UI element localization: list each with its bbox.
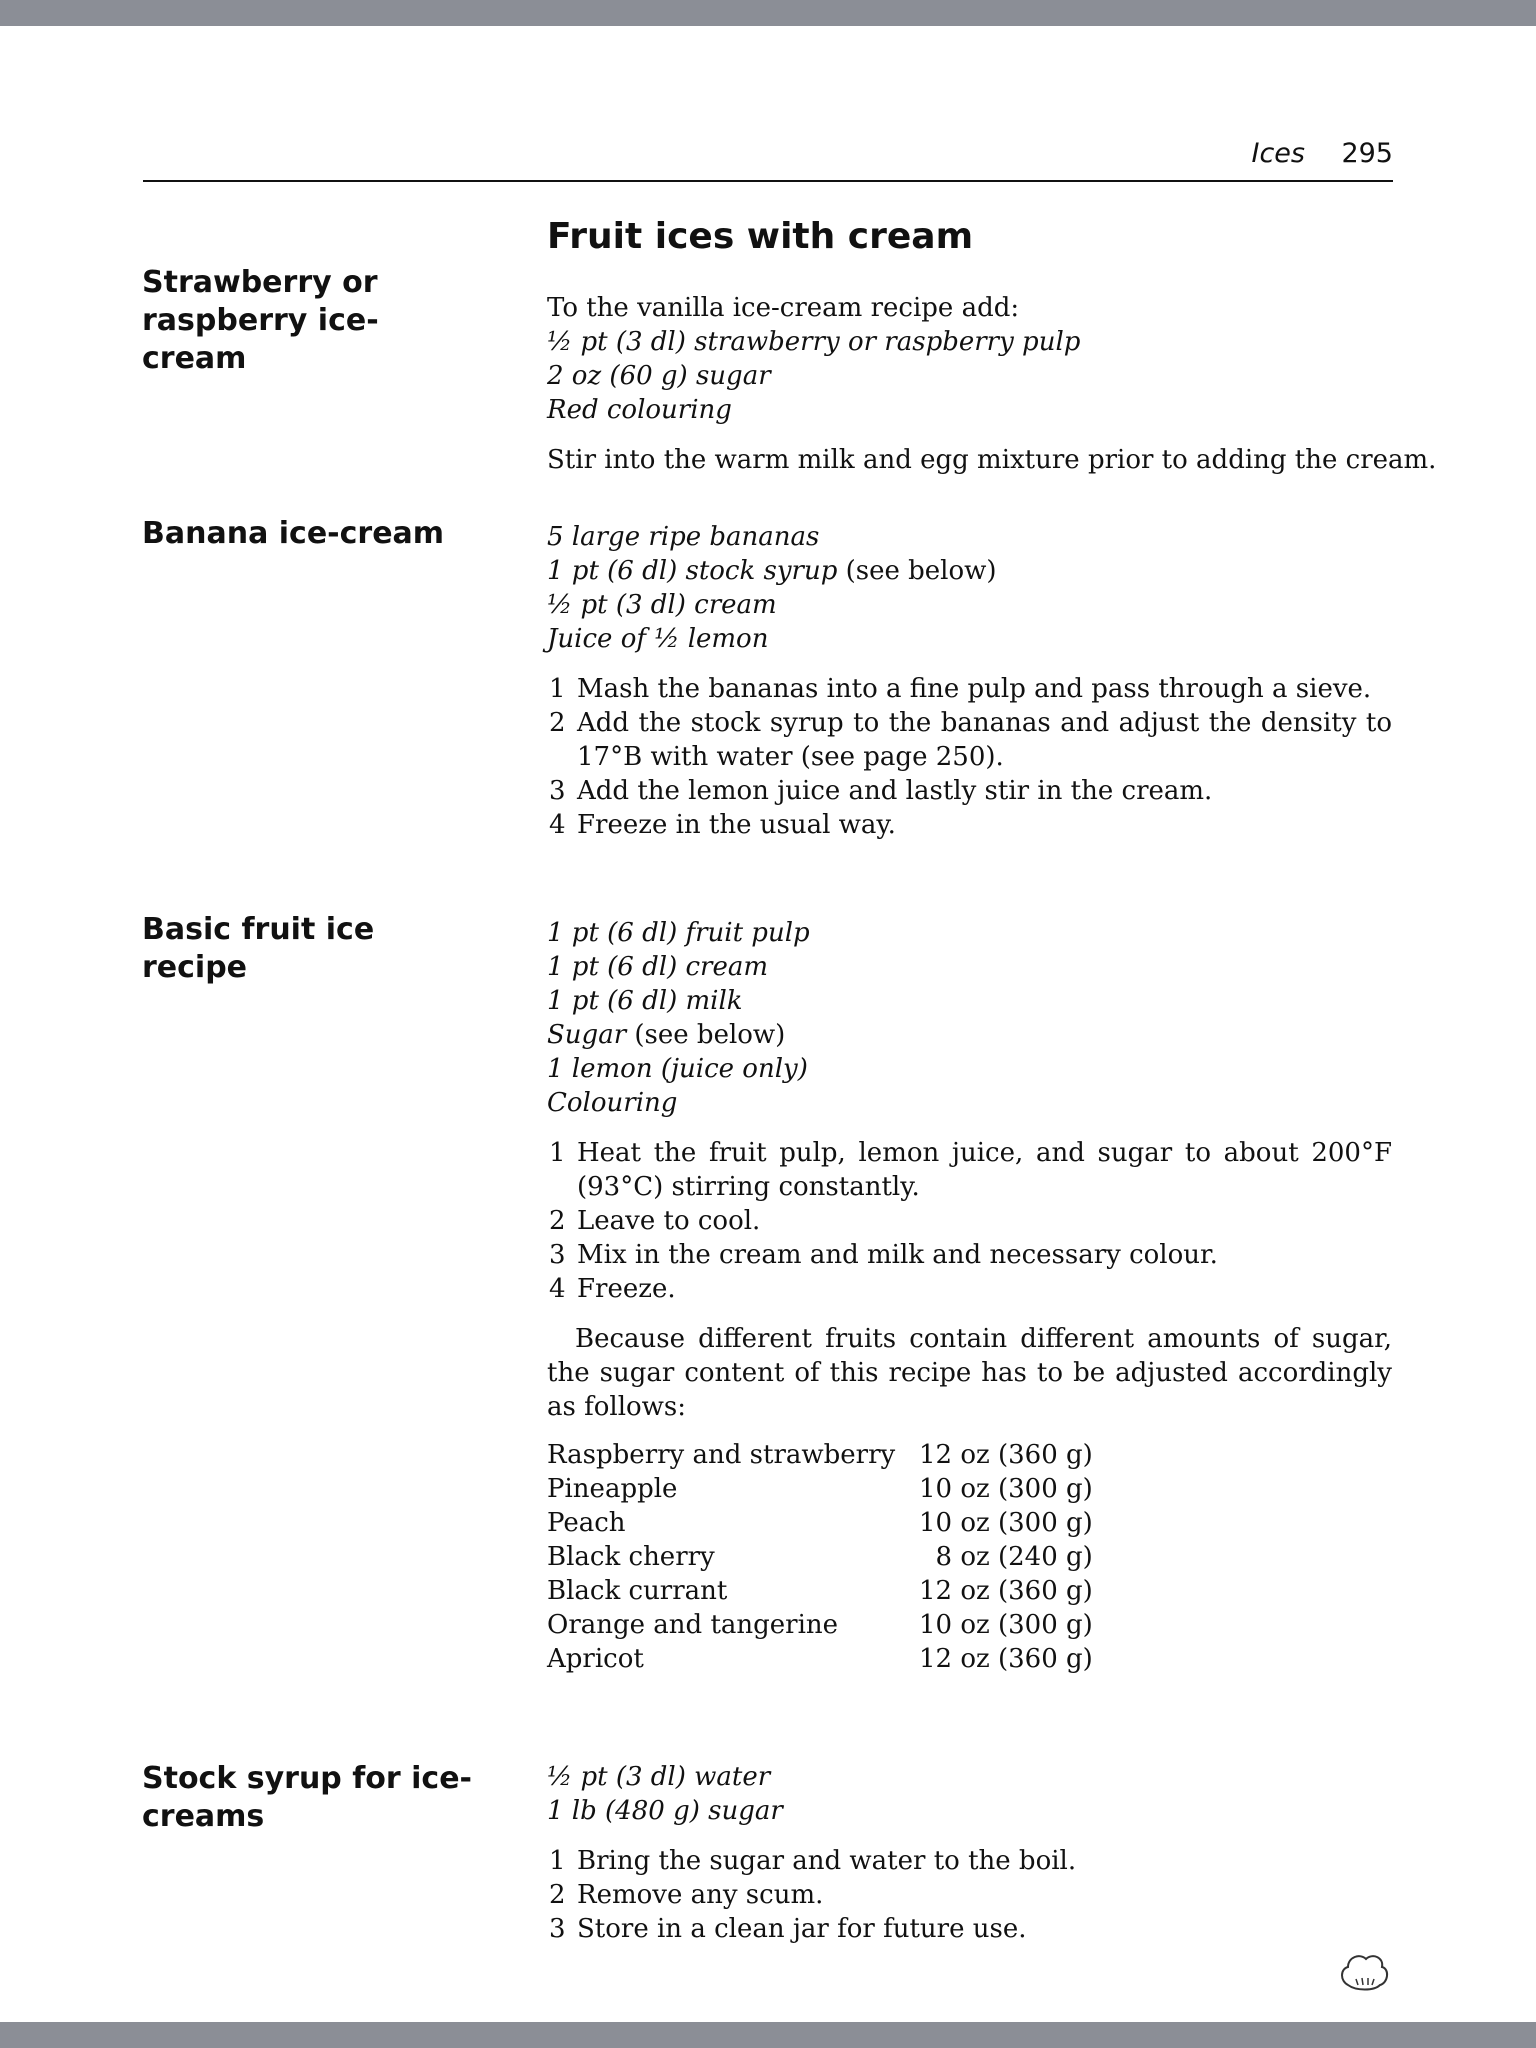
- chef-hat-icon: [1338, 1951, 1390, 1997]
- banana-step: 4 Freeze in the usual way.: [549, 810, 896, 840]
- table-row: [547, 1506, 1093, 1540]
- sugar-amount: 10 oz (300 g): [919, 1474, 1093, 1504]
- stock-syrup-steps: [547, 1844, 1392, 1946]
- basic-fruit-ingredient: 1 pt (6 dl) fruit pulp: [547, 918, 810, 948]
- basic-fruit-steps: [547, 1136, 1392, 1306]
- table-row: [547, 1574, 1093, 1608]
- strawberry-ingredient: ½ pt (3 dl) strawberry or raspberry pulp: [547, 327, 1081, 357]
- fruit-name: Pineapple: [547, 1474, 678, 1504]
- sugar-amount: 12 oz (360 g): [919, 1440, 1093, 1470]
- basic-fruit-ingredient: Sugar (see below): [547, 1020, 786, 1050]
- sugar-amount: 8 oz (240 g): [935, 1542, 1093, 1572]
- strawberry-ingredient: 2 oz (60 g) sugar: [547, 361, 771, 391]
- banana-step: 3 Add the lemon juice and lastly stir in the cream.: [549, 776, 1213, 806]
- stock-syrup-body: [547, 1760, 1392, 1946]
- fruit-name: Raspberry and strawberry: [547, 1440, 896, 1470]
- basic-fruit-body: [547, 916, 1392, 1676]
- sugar-amount: 12 oz (360 g): [919, 1576, 1093, 1606]
- sugar-amount: 12 oz (360 g): [919, 1644, 1093, 1674]
- table-row: [547, 1642, 1093, 1676]
- basic-fruit-heading: Basic fruit ice recipe: [142, 912, 375, 985]
- strawberry-ingredient: Red colouring: [547, 395, 732, 425]
- fruit-name: Peach: [547, 1508, 626, 1538]
- stock-syrup-step: 1 Bring the sugar and water to the boil.: [549, 1846, 1077, 1876]
- banana-ingredient: 5 large ripe bananas: [547, 522, 820, 552]
- page-number: 295: [1341, 138, 1393, 169]
- table-row: [547, 1608, 1093, 1642]
- stock-syrup-heading-line-1: Stock syrup for ice-: [142, 1761, 472, 1796]
- sugar-note: Because different fruits contain different amounts of sugar, the sugar content of this recipe has to be adjusted accordingly as follows:: [547, 1324, 1392, 1422]
- basic-fruit-step: 4 Freeze.: [549, 1274, 676, 1304]
- stock-syrup-ingredient: 1 lb (480 g) sugar: [547, 1796, 783, 1826]
- sugar-table: [547, 1438, 1093, 1676]
- strawberry-heading-line-2: raspberry ice-cream: [142, 303, 379, 376]
- sugar-amount: 10 oz (300 g): [919, 1508, 1093, 1538]
- strawberry-intro: To the vanilla ice-cream recipe add:: [547, 293, 1020, 323]
- stock-syrup-heading-line-2: creams: [142, 1799, 265, 1834]
- stock-syrup-step: 2 Remove any scum.: [549, 1880, 824, 1910]
- basic-fruit-ingredient: 1 pt (6 dl) milk: [547, 986, 743, 1016]
- strawberry-heading: [142, 264, 472, 378]
- running-head-section: Ices: [1251, 138, 1305, 169]
- banana-step: 2 Add the stock syrup to the bananas and adjust the density to 17°B with water (see page 250).: [549, 708, 1392, 772]
- basic-fruit-ingredient: 1 lemon (juice only): [547, 1054, 808, 1084]
- strawberry-body: [547, 291, 1437, 477]
- running-head: [143, 134, 1393, 182]
- strawberry-method: Stir into the warm milk and egg mixture prior to adding the cream.: [547, 445, 1437, 475]
- banana-ingredient: 1 pt (6 dl) stock syrup (see below): [547, 556, 997, 586]
- banana-heading: Banana ice-cream: [142, 516, 445, 551]
- banana-steps: [547, 672, 1392, 842]
- basic-fruit-step: 3 Mix in the cream and milk and necessary colour.: [549, 1240, 1218, 1270]
- stock-syrup-ingredient: ½ pt (3 dl) water: [547, 1762, 771, 1792]
- basic-fruit-step: 2 Leave to cool.: [549, 1206, 761, 1236]
- stock-syrup-heading: [142, 1760, 472, 1836]
- table-row: [547, 1438, 1093, 1472]
- banana-ingredient: Juice of ½ lemon: [547, 624, 769, 654]
- banana-step: 1 Mash the bananas into a fine pulp and pass through a sieve.: [549, 674, 1372, 704]
- fruit-name: Orange and tangerine: [547, 1610, 839, 1640]
- viewer-frame-bottom: [0, 2022, 1536, 2048]
- table-row: [547, 1472, 1093, 1506]
- basic-fruit-ingredient: 1 pt (6 dl) cream: [547, 952, 769, 982]
- fruit-name: Black currant: [547, 1576, 728, 1606]
- sugar-amount: 10 oz (300 g): [919, 1610, 1093, 1640]
- viewer-frame-top: [0, 0, 1536, 26]
- strawberry-heading-line-1: Strawberry or: [142, 265, 378, 300]
- chapter-title: Fruit ices with cream: [547, 216, 974, 257]
- stock-syrup-step: 3 Store in a clean jar for future use.: [549, 1914, 1027, 1944]
- basic-fruit-ingredient: Colouring: [547, 1088, 678, 1118]
- table-row: [547, 1540, 1093, 1574]
- banana-ingredient: ½ pt (3 dl) cream: [547, 590, 777, 620]
- fruit-name: Apricot: [547, 1644, 644, 1674]
- basic-fruit-step: 1 Heat the fruit pulp, lemon juice, and sugar to about 200°F (93°C) stirring constantly.: [549, 1138, 1392, 1202]
- banana-body: [547, 520, 1392, 842]
- fruit-name: Black cherry: [547, 1542, 715, 1572]
- book-page: [0, 26, 1536, 2022]
